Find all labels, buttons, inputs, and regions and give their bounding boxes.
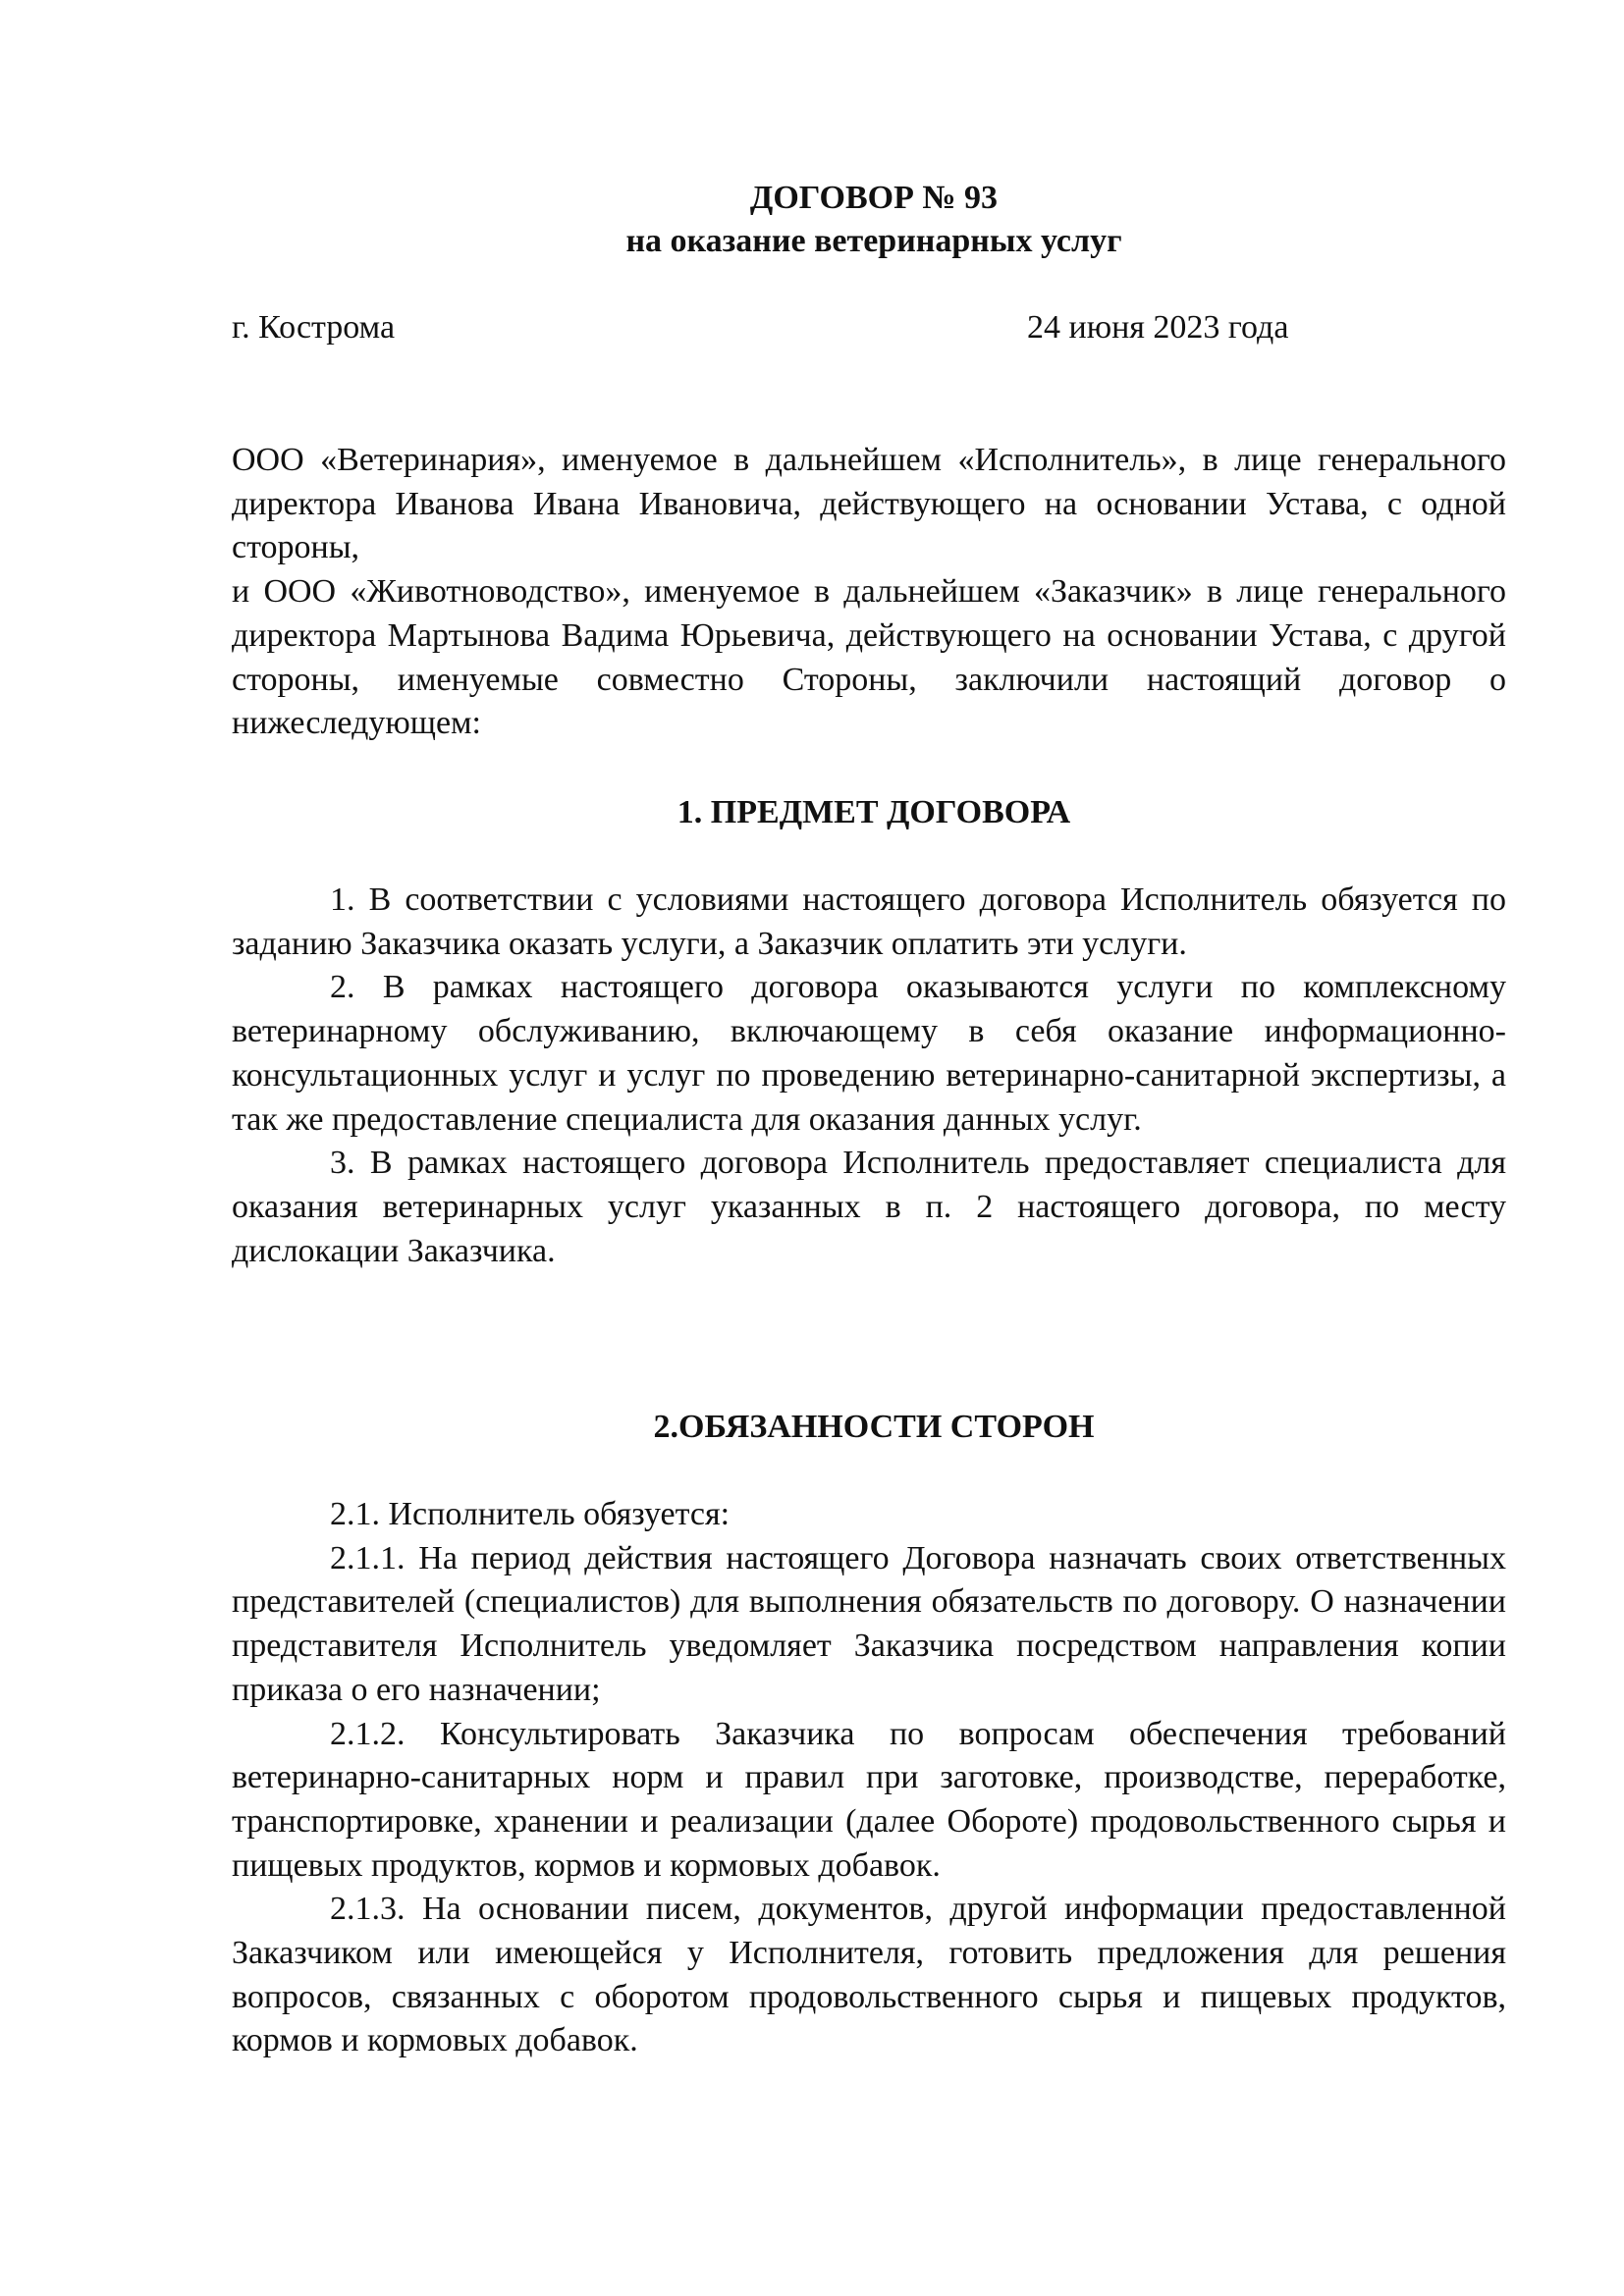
preamble <box>232 439 1506 746</box>
section-2-heading: 2.ОБЯЗАННОСТИ СТОРОН <box>653 1409 1095 1445</box>
contract-title: ДОГОВОР № 93 <box>749 180 999 216</box>
clause-3: 3. В рамках настоящего договора Исполнитель предоставляет специалиста для оказания ветеринарных услуг указанных в п. 2 настоящего договора, по месту дислокации Заказчика. <box>232 1145 1506 1269</box>
preamble-party-executor: ООО «Ветеринария», именуемое в дальнейшем «Исполнитель», в лице генерального директора Иванова Ивана Ивановича, действующего на основании Устава, с одной стороны, <box>232 442 1506 566</box>
clause-1: 1. В соответствии с условиями настоящего договора Исполнитель обязуется по заданию Заказчика оказать услуги, а Заказчик оплатить эти услуги. <box>232 881 1506 962</box>
clause-2: 2. В рамках настоящего договора оказываются услуги по комплексному ветеринарному обслуживанию, включающему в себя оказание информационно-консультационных услуг и услуг по проведению ветеринарно-санитарной экспертизы, а так же предоставление специалиста для оказания данных услуг. <box>232 969 1506 1138</box>
section-1-body <box>232 879 1506 1273</box>
clause-2-1-2: 2.1.2. Консультировать Заказчика по вопросам обеспечения требований ветеринарно-санитарных норм и правил при заготовке, производстве, переработке, транспортировке, хранении и реализации (далее Обороте) продовольственного сырья и пищевых продуктов, кормов и кормовых добавок. <box>232 1715 1506 1884</box>
preamble-party-customer: и ООО «Животноводство», именуемое в дальнейшем «Заказчик» в лице генерального директора Мартынова Вадима Юрьевича, действующего на основании Устава, с другой стороны, именуемые совместно Стороны, заключили настоящий договор о нижеследующем: <box>232 573 1506 742</box>
contract-date: 24 июня 2023 года <box>1027 309 1289 346</box>
contract-city: г. Кострома <box>232 309 396 346</box>
section-2-body <box>232 1493 1506 2063</box>
clause-2-1-3: 2.1.3. На основании писем, документов, другой информации предоставленной Заказчиком или имеющейся у Исполнителя, готовить предложения для решения вопросов, связанных с оборотом продовольственного сырья и пищевых продуктов, кормов и кормовых добавок. <box>232 1891 1506 2059</box>
clause-2-1-1: 2.1.1. На период действия настоящего Договора назначать своих ответственных представителей (специалистов) для выполнения обязательств по договору. О назначении представителя Исполнитель уведомляет Заказчика посредством направления копии приказа о его назначении; <box>232 1539 1506 1708</box>
clause-2-1: 2.1. Исполнитель обязуется: <box>330 1496 731 1532</box>
section-1-heading: 1. ПРЕДМЕТ ДОГОВОРА <box>677 794 1071 830</box>
contract-subtitle: на оказание ветеринарных услуг <box>625 223 1122 259</box>
